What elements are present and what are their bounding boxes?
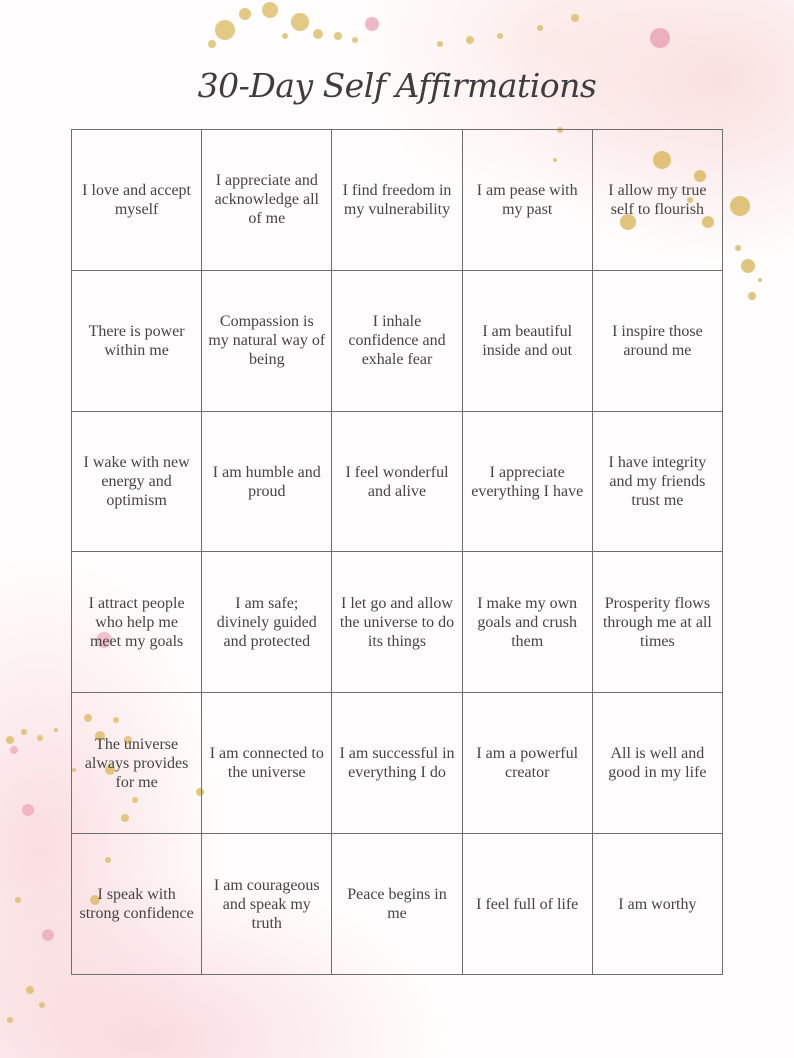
affirmation-text: Peace begins in me [347,886,447,923]
affirmation-cell-10 [593,271,723,412]
affirmation-text: I appreciate and acknowledge all of me [214,172,319,228]
page-title: 30-Day Self Affirmations [197,66,597,105]
affirmation-cell-28 [332,834,462,975]
affirmation-cell-14 [463,412,593,553]
affirmation-cell-3 [332,130,462,271]
affirmation-text: I appreciate everything I have [471,463,584,500]
affirmation-text: I feel wonderful and alive [345,463,449,500]
affirmation-cell-4 [463,130,593,271]
affirmation-text: I am connected to the universe [209,745,324,782]
affirmation-text: I wake with new energy and optimism [83,454,190,510]
affirmation-cell-27 [202,834,332,975]
affirmation-cell-5 [593,130,723,271]
affirmation-text: I feel full of life [476,895,579,913]
affirmation-cell-24 [463,693,593,834]
affirmation-text: I inhale confidence and exhale fear [348,313,446,369]
affirmation-cell-9 [463,271,593,412]
affirmation-cell-19 [463,552,593,693]
affirmation-text: All is well and good in my life [608,745,707,782]
affirmation-cell-2 [202,130,332,271]
affirmation-cell-26 [72,834,202,975]
affirmation-text: I inspire those around me [612,322,703,359]
affirmation-text: The universe always provides for me [84,735,189,791]
affirmation-cell-12 [202,412,332,553]
affirmation-text: I am a powerful creator [476,745,579,782]
affirmation-cell-6 [72,271,202,412]
affirmation-text: Prosperity flows through me at all times [602,594,712,650]
affirmation-text: I allow my true self to flourish [608,181,707,218]
affirmation-text: I attract people who help me meet my goals [88,594,185,650]
affirmation-cell-22 [202,693,332,834]
affirmation-text: I let go and allow the universe to do its things [339,594,455,650]
affirmation-cell-18 [332,552,462,693]
affirmation-text: I make my own goals and crush them [477,594,578,650]
affirmation-text: I am humble and proud [212,463,321,500]
affirmation-cell-29 [463,834,593,975]
affirmation-cell-11 [72,412,202,553]
affirmation-cell-1 [72,130,202,271]
affirmation-text: I am successful in everything I do [339,745,455,782]
affirmation-cell-21 [72,693,202,834]
affirmation-text: I love and accept myself [82,181,191,218]
affirmation-cell-16 [72,552,202,693]
affirmation-text: I speak with strong confidence [79,886,194,923]
affirmation-text: I am safe; divinely guided and protected [216,594,317,650]
affirmation-cell-30 [593,834,723,975]
affirmation-text: I am pease with my past [476,181,578,218]
affirmation-text: I find freedom in my vulnerability [342,181,452,218]
affirmation-text: Compassion is my natural way of being [208,313,326,369]
affirmation-cell-25 [593,693,723,834]
affirmation-text: I am courageous and speak my truth [213,876,320,932]
affirmation-text: I am beautiful inside and out [482,322,573,359]
affirmation-cell-8 [332,271,462,412]
affirmation-text: I have integrity and my friends trust me [608,454,707,510]
affirmations-grid [71,129,723,975]
affirmation-text: There is power within me [88,322,185,359]
affirmation-cell-17 [202,552,332,693]
affirmation-cell-15 [593,412,723,553]
affirmation-cell-13 [332,412,462,553]
affirmation-cell-20 [593,552,723,693]
affirmation-cell-7 [202,271,332,412]
affirmation-text: I am worthy [618,895,697,913]
affirmation-cell-23 [332,693,462,834]
